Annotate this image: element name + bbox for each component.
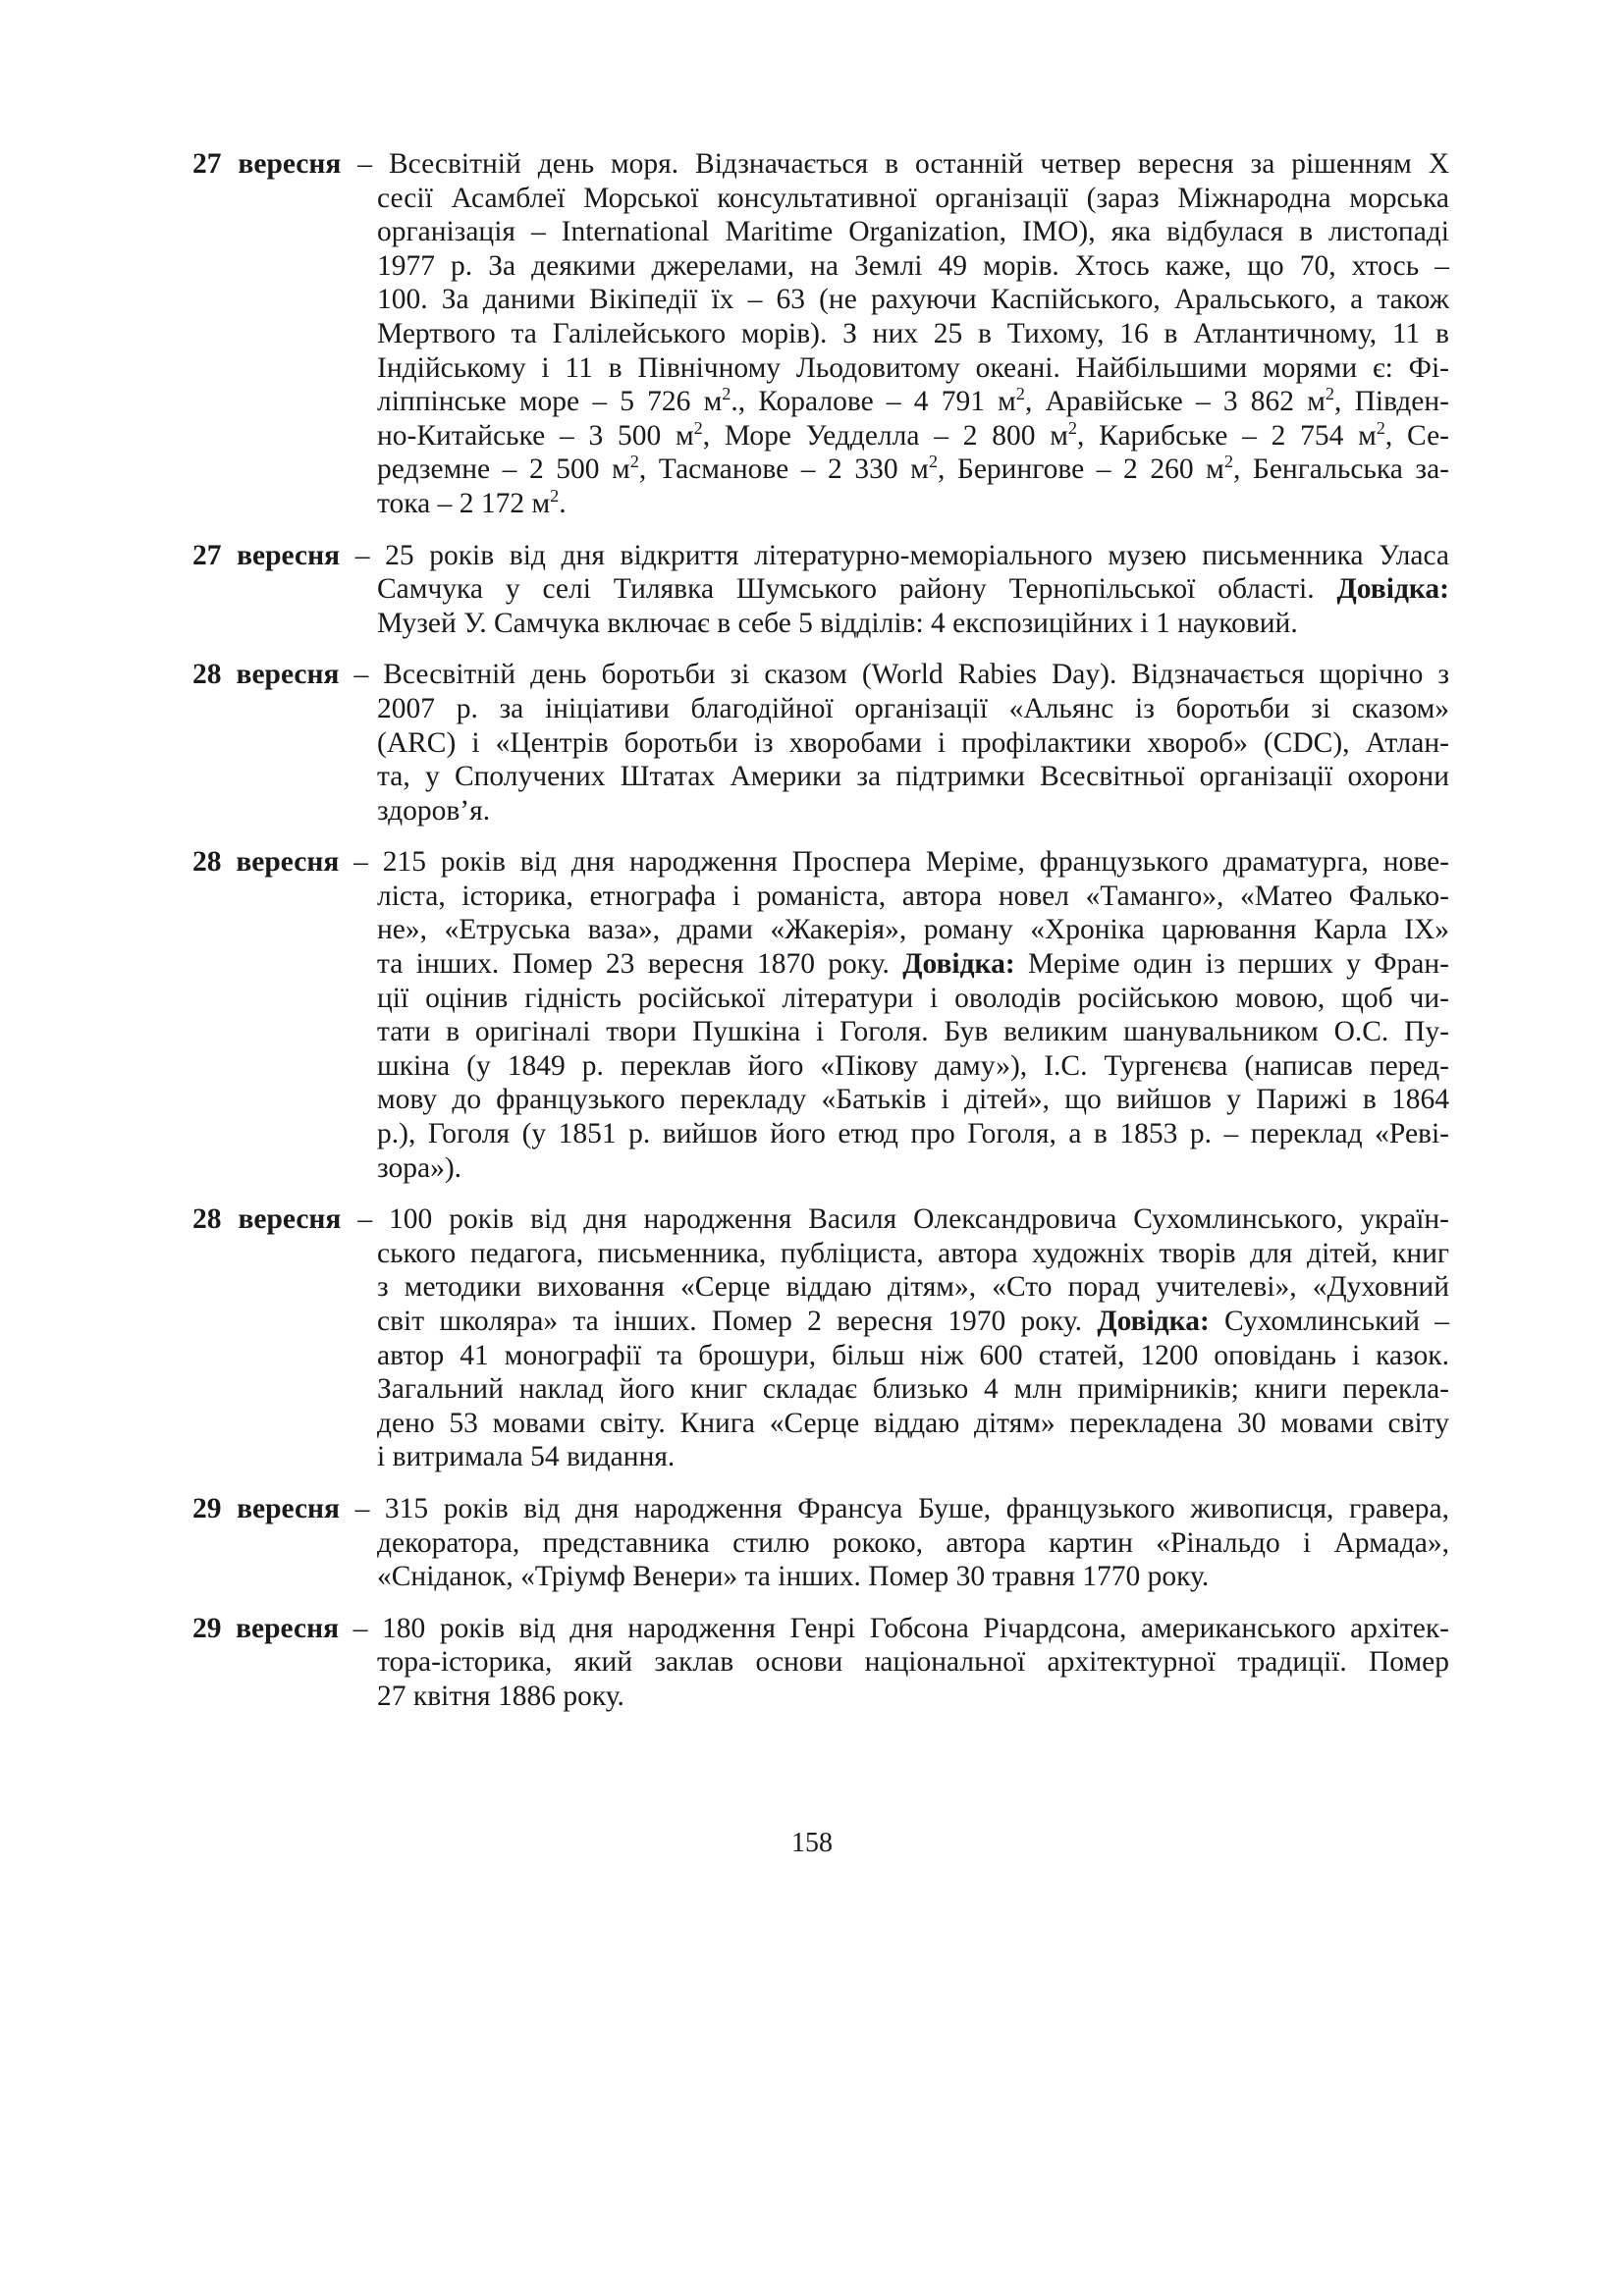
- entry-text: – 25 років від дня відкриття літературно-меморіального музею письменника Уласа: [340, 539, 1449, 571]
- page-number: 158: [791, 1828, 833, 1858]
- entry-first-line: [192, 1612, 1449, 1646]
- entry-line: організація – International Maritime Organization, IMO), яка відбулася в листопаді: [377, 216, 1449, 248]
- entry-date: 29 вересня: [192, 1492, 341, 1524]
- calendar-entry: [192, 658, 1449, 828]
- entry-line: «Сніданок, «Тріумф Венери» та інших. Помер 30 травня 1770 року.: [377, 1561, 1210, 1593]
- entry-line: Загальний наклад його книг складає близько 4 млн примірників; книги перекла-: [377, 1373, 1449, 1406]
- entry-line: мову до французького перекладу «Батьків і дітей», що вийшов у Парижі в 1864: [377, 1084, 1449, 1116]
- entry-line: Музей У. Самчука включає в себе 5 відділів: 4 експозиційних і 1 науковий.: [377, 607, 1298, 639]
- entry-first-line: [192, 1492, 1449, 1526]
- entry-text: – 100 років від дня народження Василя Олександровича Сухомлинського, україн-: [341, 1203, 1450, 1236]
- calendar-entry: [192, 539, 1449, 641]
- entry-line: зора»).: [377, 1151, 462, 1184]
- entry-line: редземне – 2 500 $м^2$, Тасманове – 2 330 $м^2$, Берингове – 2 260 $м^2$, Бенгальська за-: [377, 452, 1449, 486]
- entry-line: і витримала 54 видання.: [377, 1441, 676, 1473]
- entry-line: не», «Етруська ваза», драми «Жакерія», роману «Хроніка царювання Карла IX»: [377, 914, 1449, 946]
- entry-line: Самчука у селі Тилявка Шумського району Тернопільської області. Довідка:: [377, 573, 1449, 606]
- entry-first-line: [192, 539, 1449, 573]
- calendar-entry: [192, 1612, 1449, 1714]
- entry-line: декоратора, представника стилю рококо, автора картин «Рінальдо і Армада»,: [377, 1526, 1449, 1559]
- entry-line: тати в оригіналі твори Пушкіна і Гоголя. Був великим шанувальником О.С. Пу-: [377, 1016, 1449, 1048]
- entry-line: автор 41 монографії та брошури, більш ніж 600 статей, 1200 оповідань і казок.: [377, 1339, 1449, 1371]
- entry-text: – Всесвітній день боротьби зі сказом (World Rabies Day). Відзначається щорічно з: [339, 659, 1450, 691]
- note-label: Довідка:: [902, 948, 1015, 981]
- entry-line: та, у Сполучених Штатах Америки за підтримки Всесвітньої організації охорони: [377, 761, 1449, 793]
- entry-date: 29 вересня: [192, 1612, 340, 1644]
- entry-line: 27 квітня 1886 року.: [377, 1680, 624, 1712]
- entry-date: 28 вересня: [192, 846, 340, 879]
- entry-line: 1977 р. За деякими джерелами, на Землі 49 морів. Хтось каже, що 70, хтось –: [377, 249, 1449, 282]
- entry-line: шкіна (у 1849 р. переклав його «Пікову даму»), І.С. Тургенєва (написав перед-: [377, 1049, 1449, 1082]
- calendar-entry: [192, 147, 1449, 521]
- entry-line: сесії Асамблеї Морської консультативної організації (зараз Міжнародна морська: [377, 182, 1449, 214]
- entry-line: 2007 р. за ініціативи благодійної організації «Альянс із боротьби зі сказом»: [377, 692, 1449, 724]
- note-label: Довідка:: [1097, 1306, 1210, 1337]
- entry-line: (ARC) і «Центрів боротьби із хворобами і профілактики хвороб» (CDC), Атлан-: [377, 726, 1449, 759]
- entry-date: 28 вересня: [192, 659, 340, 691]
- entry-line: тока – 2 172 $м^2$.: [377, 486, 567, 519]
- entry-line: Мертвого та Галілейського морів). З них 25 в Тихому, 16 в Атлантичному, 11 в: [377, 317, 1449, 349]
- entry-text: – 180 років від дня народження Генрі Гобсона Річардсона, американського архітек-: [339, 1612, 1449, 1644]
- entry-text: – 315 років від дня народження Франсуа Буше, французького живописця, гравера,: [340, 1492, 1449, 1524]
- entry-first-line: [192, 147, 1449, 182]
- entry-text: – Всесвітній день моря. Відзначається в останній четвер вересня за рішенням Х: [341, 148, 1449, 180]
- entry-line: ського педагога, письменника, публіциста, автора художніх творів для дітей, книг: [377, 1237, 1449, 1269]
- entry-line: та інших. Помер 23 вересня 1870 року. Довідка: Меріме один із перших у Фран-: [377, 948, 1449, 981]
- entry-first-line: [192, 1202, 1449, 1237]
- entry-line: з методики виховання «Серце віддаю дітям», «Сто порад учителеві», «Духовний: [377, 1271, 1449, 1304]
- entry-date: 27 вересня: [192, 148, 342, 180]
- entry-first-line: [192, 845, 1449, 880]
- entry-date: 27 вересня: [192, 539, 341, 571]
- entry-text: – 215 років від дня народження Проспера Меріме, французького драматурга, нове-: [339, 846, 1449, 879]
- entry-line: здоров’я.: [377, 794, 491, 827]
- entry-date: 28 вересня: [192, 1203, 342, 1236]
- entry-line: ції оцінив гідність російської літератури і оволодів російською мовою, щоб чи-: [377, 982, 1449, 1014]
- calendar-entry: [192, 845, 1449, 1185]
- entry-line: р.), Гоголя (у 1851 р. вийшов його етюд про Гоголя, а в 1853 р. – переклад «Реві-: [377, 1118, 1449, 1150]
- entry-first-line: [192, 658, 1449, 692]
- entry-line: дено 53 мовами світу. Книга «Серце віддаю дітям» перекладена 30 мовами світу: [377, 1407, 1449, 1439]
- entry-line: Індійському і 11 в Північному Льодовитому океані. Найбільшими морями є: Фі-: [377, 351, 1449, 384]
- entry-line: ліста, історика, етнографа і романіста, автора новел «Таманго», «Матео Фалько-: [377, 880, 1449, 912]
- entry-line: тора-історика, який заклав основи національної архітектурної традиції. Помер: [377, 1646, 1449, 1679]
- entry-line: ліппінське море – 5 726 $м^2$., Коралове – 4 791 $м^2$, Аравійське – 3 862 $м^2$, Півден-: [377, 384, 1449, 418]
- entry-line: но-Китайське – 3 500 $м^2$, Море Уедделла – 2 800 $м^2$, Карибське – 2 754 $м^2$, Се-: [377, 417, 1449, 452]
- calendar-entry: [192, 1492, 1449, 1594]
- note-label: Довідка:: [1336, 573, 1449, 606]
- document-body: [192, 147, 1449, 1732]
- calendar-entry: [192, 1202, 1449, 1474]
- entry-line: 100. За даними Вікіпедії їх – 63 (не рахуючи Каспійського, Аральського, а також: [377, 284, 1449, 316]
- entry-line: світ школяра» та інших. Помер 2 вересня 1970 року. Довідка: Сухомлинський –: [377, 1306, 1449, 1337]
